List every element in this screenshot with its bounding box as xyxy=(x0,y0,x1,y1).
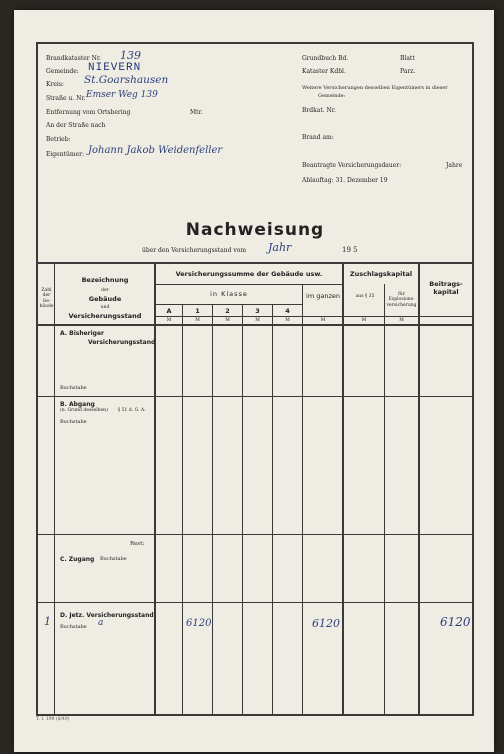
grundbuch-label: Grundbuch Bd. xyxy=(302,55,349,62)
unit-label: M xyxy=(285,318,290,323)
table-col-line xyxy=(418,262,420,714)
parz-label: Parz. xyxy=(400,68,416,75)
entfernung-unit: Mtr. xyxy=(190,109,203,116)
section-a-buchstabe: Buchstabe xyxy=(60,385,87,391)
dauer-label: Beantragte Versicherungsdauer: xyxy=(302,162,402,169)
kreis-label: Kreis: xyxy=(46,81,64,88)
col-ganzen-header: im ganzen xyxy=(306,292,340,300)
col-summe-header: Versicherungssumme der Gebäude usw. xyxy=(175,270,323,278)
col-zuschlag-header: Zuschlagskapital xyxy=(349,270,413,278)
weitere-label-2: Gemeinde: xyxy=(318,93,346,99)
gemeinde-value: NIEVERN xyxy=(88,62,142,74)
col-klasse-header: in Klasse xyxy=(210,290,248,298)
strasse-value: Emser Weg 139 xyxy=(86,90,158,100)
table-col-line xyxy=(242,304,243,714)
brandkataster-label: Brandkataster Nr. xyxy=(46,55,101,62)
brand-am-label: Brand am: xyxy=(302,134,334,141)
col-zahl-header: Zahl der Ge- bäude xyxy=(39,288,54,310)
section-d-zahl: 1 xyxy=(44,615,51,628)
table-col-line xyxy=(182,304,183,714)
section-a-title-2: Versicherungsstand xyxy=(88,339,156,346)
table-line xyxy=(154,304,302,305)
section-d-buchstabe: Buchstabe xyxy=(60,624,87,630)
col-bez-gebaeude: Gebäude xyxy=(88,295,122,303)
form-frame xyxy=(36,42,474,716)
unit-label: M xyxy=(255,318,260,323)
col-bez-der: der xyxy=(101,288,109,293)
table-line xyxy=(154,316,472,317)
table-col-line xyxy=(154,262,156,714)
unit-label: M xyxy=(195,318,200,323)
section-d-ganzen: 6120 xyxy=(312,617,340,630)
blatt-label: Blatt xyxy=(400,55,415,62)
unit-label: M xyxy=(320,318,326,323)
eigentuemer-value: Johann Jakob Weidenfeller xyxy=(88,145,223,156)
unit-label: M xyxy=(361,318,367,323)
table-row-divider xyxy=(38,602,472,603)
table-row-divider xyxy=(38,534,472,535)
subtitle-prefix: über den Versicherungsstand vom xyxy=(142,247,247,254)
weitere-label: Weitere Versicherungen desselben Eigentümers in dieser xyxy=(302,85,448,91)
strasse-label: Straße u. Nr. xyxy=(46,95,86,102)
document-title: Nachweisung xyxy=(185,220,325,240)
col-bez-stand: Versicherungsstand xyxy=(68,312,142,320)
table-col-line xyxy=(302,284,303,714)
klasse-4: 4 xyxy=(285,307,290,315)
section-a-title: A. Bisheriger xyxy=(60,330,105,337)
ablauftag-label: Ablauftag: 31. Dezember 19 xyxy=(302,177,388,184)
section-b-sub: (n. Grund desselben) xyxy=(60,408,108,413)
dauer-unit: Jahre xyxy=(446,162,463,169)
table-line xyxy=(154,284,342,285)
klasse-a: A xyxy=(166,307,172,315)
an-der-strasse-label: An der Straße nach xyxy=(46,122,106,129)
section-c-title: C. Zugang xyxy=(60,556,95,563)
klasse-1: 1 xyxy=(195,307,200,315)
subtitle-year: 19 5 xyxy=(342,246,358,254)
unit-label: M xyxy=(166,318,172,323)
gemeinde-label: Gemeinde: xyxy=(46,68,79,75)
col-bezeichnung-header: Bezeichnung xyxy=(81,276,129,284)
kreis-value: St.Goarshausen xyxy=(84,74,169,86)
col-beitrag-header: Beitrags- kapital xyxy=(429,280,463,297)
section-d-buchstabe-value: a xyxy=(98,618,104,628)
table-row-divider xyxy=(38,396,472,397)
col-zuschlag-b: für Explosions- versicherung xyxy=(386,292,417,308)
document-page xyxy=(14,10,494,752)
col-bez-und: und xyxy=(100,305,110,310)
table-top-border xyxy=(38,262,472,264)
unit-label: M xyxy=(399,318,404,323)
section-c-buchstabe: Buchstabe xyxy=(100,556,127,562)
kataster-label: Kataster Kdbl. xyxy=(302,68,346,75)
brandkataster-value: 139 xyxy=(120,49,141,62)
table-header-border xyxy=(38,324,472,326)
section-b-para: § 51 d. G. A. xyxy=(118,408,146,413)
section-d-klasse-a: 6120 xyxy=(186,618,212,629)
subtitle-handwritten: Jahr xyxy=(268,241,292,254)
footer-code: T. I. 199 (8/49) xyxy=(36,717,70,722)
entfernung-label: Entfernung vom Ortsbering xyxy=(46,109,131,116)
unit-label: M xyxy=(225,318,230,323)
betrieb-label: Betrieb: xyxy=(46,136,71,143)
table-col-line xyxy=(212,304,213,714)
table-col-line xyxy=(54,262,55,714)
klasse-2: 2 xyxy=(225,307,230,315)
rest-label: Rest: xyxy=(130,541,145,547)
table-col-line xyxy=(384,284,385,714)
brdkat-label: Brdkat. Nr. xyxy=(302,107,336,114)
section-b-buchstabe: Buchstabe xyxy=(60,419,87,425)
col-zuschlag-a: aus § 35 xyxy=(355,294,375,299)
klasse-3: 3 xyxy=(255,307,260,315)
section-b-title: B. Abgang xyxy=(60,401,95,408)
section-d-title: D. Jetz. Versicherungsstand xyxy=(60,612,154,619)
table-col-line xyxy=(342,262,344,714)
section-d-beitrag: 6120 xyxy=(440,615,471,629)
eigentuemer-label: Eigentümer: xyxy=(46,151,84,158)
table-col-line xyxy=(272,304,273,714)
